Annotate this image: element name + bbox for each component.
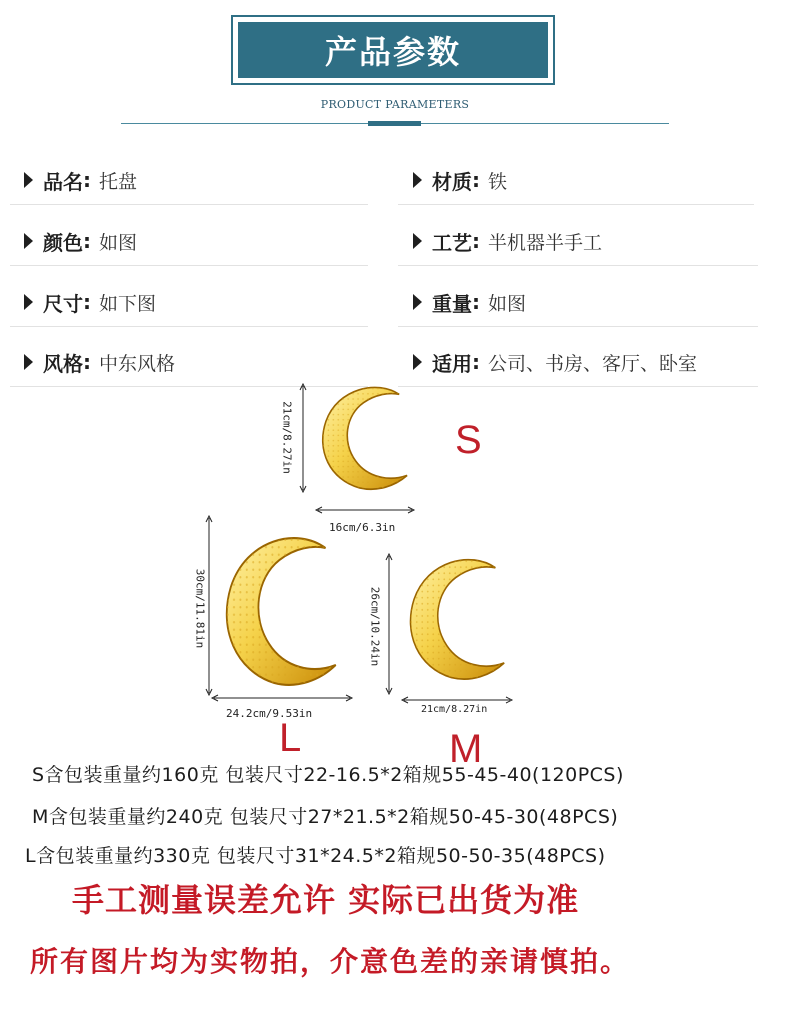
crescent-tray-l bbox=[227, 538, 336, 685]
spec-row-color bbox=[24, 226, 137, 256]
package-info-s: S含包装重量约160克 包装尺寸22-16.5*2箱规55-45-40(120PCS) bbox=[32, 764, 624, 786]
row-divider bbox=[398, 326, 758, 327]
spec-label: 风格 bbox=[43, 351, 83, 376]
spec-value: 铁 bbox=[488, 170, 508, 193]
product-size-diagram bbox=[0, 378, 790, 723]
row-divider bbox=[10, 265, 368, 266]
height-label-l: 30cm/11.81in bbox=[193, 568, 207, 649]
spec-row-craft bbox=[413, 226, 602, 256]
header-divider-accent bbox=[368, 121, 421, 126]
spec-value: 如图 bbox=[99, 231, 138, 254]
spec-row-usage bbox=[413, 347, 697, 377]
package-info-m: M含包装重量约240克 包装尺寸27*21.5*2箱规50-45-30(48PCS) bbox=[32, 806, 619, 828]
bullet-triangle-icon bbox=[24, 233, 33, 249]
spec-label: 品名 bbox=[43, 169, 83, 194]
width-label-l: 24.2cm/9.53in bbox=[226, 707, 313, 720]
bullet-triangle-icon bbox=[24, 294, 33, 310]
spec-label: 工艺 bbox=[432, 230, 472, 255]
bullet-triangle-icon bbox=[413, 294, 422, 310]
spec-label: 尺寸 bbox=[43, 291, 83, 316]
spec-row-name bbox=[24, 165, 137, 195]
spec-colon: : bbox=[472, 168, 480, 192]
bullet-triangle-icon bbox=[24, 172, 33, 188]
spec-value: 托盘 bbox=[99, 170, 138, 193]
size-letter-s: S bbox=[455, 418, 482, 462]
spec-label: 重量 bbox=[432, 291, 472, 316]
spec-label: 材质 bbox=[432, 169, 472, 194]
spec-colon: : bbox=[83, 290, 91, 314]
spec-label: 颜色 bbox=[43, 230, 83, 255]
package-info-l: L含包装重量约330克 包装尺寸31*24.5*2箱规50-50-35(48PCS) bbox=[25, 845, 606, 867]
spec-colon: : bbox=[472, 229, 480, 253]
spec-value: 半机器半手工 bbox=[488, 231, 603, 254]
spec-value: 公司、书房、客厅、卧室 bbox=[488, 352, 698, 375]
spec-value: 如图 bbox=[488, 292, 527, 315]
spec-row-weight bbox=[413, 287, 526, 317]
row-divider bbox=[10, 326, 368, 327]
title-frame bbox=[231, 15, 555, 85]
spec-row-material bbox=[413, 165, 507, 195]
height-label-s: 21cm/8.27in bbox=[280, 401, 294, 474]
bullet-triangle-icon bbox=[413, 233, 422, 249]
height-label-m: 26cm/10.24in bbox=[368, 586, 382, 667]
bullet-triangle-icon bbox=[413, 172, 422, 188]
page-title: 产品参数 bbox=[238, 22, 548, 78]
spec-value: 中东风格 bbox=[99, 352, 176, 375]
page-subtitle: PRODUCT PARAMETERS bbox=[320, 98, 470, 111]
spec-row-style bbox=[24, 347, 175, 377]
row-divider bbox=[398, 204, 754, 205]
size-letter-m: M bbox=[449, 727, 483, 771]
spec-row-size bbox=[24, 287, 156, 317]
spec-colon: : bbox=[83, 350, 91, 374]
bullet-triangle-icon bbox=[24, 354, 33, 370]
spec-colon: : bbox=[83, 229, 91, 253]
measurement-disclaimer: 手工测量误差允许 实际已出货为准 bbox=[72, 881, 580, 919]
color-disclaimer: 所有图片均为实物拍，介意色差的亲请慎拍。 bbox=[30, 945, 631, 978]
row-divider bbox=[10, 204, 368, 205]
spec-label: 适用 bbox=[432, 351, 472, 376]
size-letter-l: L bbox=[279, 716, 302, 760]
crescent-tray-m bbox=[410, 560, 504, 679]
width-label-m: 21cm/8.27in bbox=[421, 704, 488, 715]
row-divider bbox=[398, 265, 758, 266]
spec-colon: : bbox=[83, 168, 91, 192]
spec-colon: : bbox=[472, 350, 480, 374]
bullet-triangle-icon bbox=[413, 354, 422, 370]
width-label-s: 16cm/6.3in bbox=[329, 521, 396, 534]
spec-value: 如下图 bbox=[99, 292, 157, 315]
crescent-tray-s bbox=[323, 387, 407, 489]
spec-colon: : bbox=[472, 290, 480, 314]
